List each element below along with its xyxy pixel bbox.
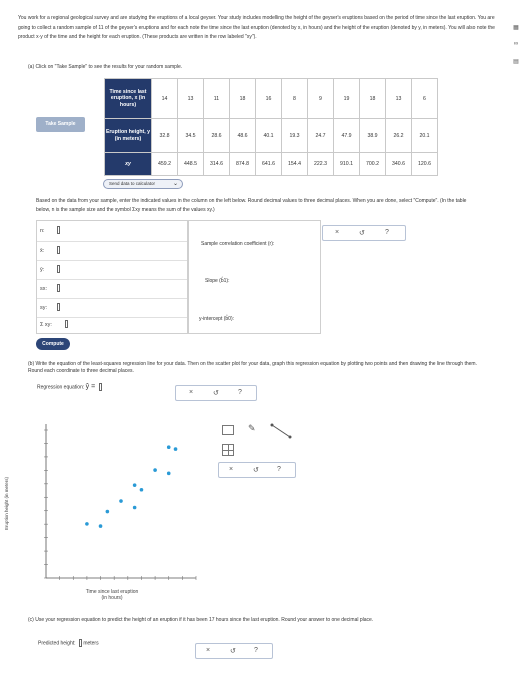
xy-cell: 874.8 <box>230 153 256 176</box>
clear-button[interactable]: × <box>206 647 211 654</box>
y-cell: 48.6 <box>230 119 256 153</box>
regression-label: Regression equation: <box>37 384 85 391</box>
data-point <box>85 522 89 526</box>
y-cell: 40.1 <box>256 119 282 153</box>
input-row-sy <box>37 298 187 318</box>
x-cell: 18 <box>230 79 256 119</box>
row-label-x-text: Time since last eruption, x (in hours) <box>109 88 147 108</box>
x-cell: 13 <box>386 79 412 119</box>
scatter-plot[interactable] <box>0 410 215 610</box>
xy-cell: 641.6 <box>256 153 282 176</box>
help-button[interactable]: ? <box>238 389 242 396</box>
input-label-sy: sy: <box>40 305 48 311</box>
undo-button[interactable]: ↺ <box>359 230 365 237</box>
y-hat-label: ŷ = <box>85 383 96 391</box>
y-cell: 19.3 <box>282 119 308 153</box>
intro-text: You work for a regional geological survey and are studying the eruptions of a local geyser. Your study includes modelling the height of the geyser's eruptions based on the period of time since the last eruption. You are going to collect a random sample of 11 of the geyser's eruptions and for each note the time since the last eruption (denoted by x, in hours) and the height of the eruption (denoted by y, in meters). You will also note the product x·y of the time and the height for each eruption. (These products are written in the row labeled "xy"). <box>18 15 495 40</box>
answer-toolbar-c <box>195 643 273 659</box>
help-button[interactable]: ? <box>277 466 281 473</box>
part-a-label: (a) Click on "Take Sample" to see the results for your random sample. <box>28 64 183 70</box>
xy-cell: 910.1 <box>334 153 360 176</box>
input-row-sumxy <box>37 317 187 334</box>
input-label-sumxy: Σ xy: <box>40 322 52 328</box>
help-button[interactable]: ? <box>385 229 389 236</box>
row-label-y <box>105 119 152 153</box>
x-cell: 9 <box>308 79 334 119</box>
data-point <box>106 510 110 514</box>
x-cell: 16 <box>256 79 282 119</box>
undo-button[interactable]: ↺ <box>213 390 219 397</box>
xy-cell: 154.4 <box>282 153 308 176</box>
predicted-label: Predicted height: <box>38 640 76 647</box>
row-label-x <box>105 79 152 119</box>
y-cell: 26.2 <box>386 119 412 153</box>
x-cell: 19 <box>334 79 360 119</box>
y-cell: 34.5 <box>178 119 204 153</box>
predicted-unit: meters <box>83 640 99 647</box>
take-sample-button[interactable]: Take Sample <box>36 117 85 132</box>
slope-label: Slope (b̂1): <box>205 278 230 284</box>
y-cell: 28.6 <box>204 119 230 153</box>
input-row-xbar <box>37 241 187 261</box>
eraser-icon[interactable] <box>222 425 234 435</box>
output-column <box>188 220 321 334</box>
y-cell: 32.8 <box>152 119 178 153</box>
xy-cell: 222.3 <box>308 153 334 176</box>
row-label-xy <box>105 153 152 176</box>
x-cell: 14 <box>152 79 178 119</box>
xy-cell: 459.2 <box>152 153 178 176</box>
part-b-text: (b) Write the equation of the least-squares regression line for your data. Then on the scatter plot for your data, graph this regression equation by plotting two points and then drawing the line through them. Round each coordinate to three decimal places. <box>28 361 477 374</box>
undo-button[interactable]: ↺ <box>253 467 259 474</box>
xy-cell: 314.6 <box>204 153 230 176</box>
x-cell: 8 <box>282 79 308 119</box>
input-field-sx[interactable] <box>55 284 60 292</box>
compute-button[interactable]: Compute <box>36 338 70 350</box>
part-c-text: (c) Use your regression equation to predict the height of an eruption if it has been 17 hours since the last eruption. Round your answer to one decimal place. <box>28 617 374 623</box>
data-point <box>140 488 144 492</box>
input-field-xbar[interactable] <box>55 246 60 254</box>
line-tool-icon[interactable] <box>270 423 292 439</box>
data-point <box>119 499 123 503</box>
data-point <box>153 468 157 472</box>
answer-toolbar-graph <box>218 462 296 478</box>
y-cell: 20.1 <box>412 119 438 153</box>
input-label-sx: sx: <box>40 286 48 292</box>
xy-cell: 700.2 <box>360 153 386 176</box>
predicted-input[interactable] <box>77 640 82 646</box>
data-point <box>133 483 137 487</box>
link-icon[interactable]: ∞ <box>513 41 519 47</box>
pencil-icon[interactable]: ✎ <box>248 423 256 433</box>
y-axis-label: Eruption height (in meters) <box>4 476 9 530</box>
side-toolbar <box>511 24 521 75</box>
grid-icon[interactable] <box>222 444 234 456</box>
input-field-ybar[interactable] <box>55 265 60 273</box>
xy-cell: 120.6 <box>412 153 438 176</box>
send-data-button[interactable] <box>103 179 183 189</box>
answer-toolbar-a <box>322 225 406 241</box>
x-cell: 13 <box>178 79 204 119</box>
row-label-y-text: Eruption height, y (in meters) <box>105 129 151 142</box>
predicted-height <box>38 639 99 647</box>
data-point <box>133 506 137 510</box>
input-row-sx <box>37 279 187 299</box>
x-axis-label: Time since last eruption (in hours) <box>85 589 139 601</box>
answer-toolbar-b <box>175 385 257 401</box>
input-row-n <box>37 221 187 242</box>
y-cell: 38.9 <box>360 119 386 153</box>
chevron-down-icon: ⌄ <box>172 181 178 187</box>
send-data-label: Send data to calculator <box>109 181 156 186</box>
intercept-label: y-intercept (b̂0): <box>199 316 235 322</box>
input-field-sumxy[interactable] <box>63 320 68 328</box>
x-cell: 11 <box>204 79 230 119</box>
clear-button[interactable]: × <box>335 229 340 236</box>
input-row-ybar <box>37 260 187 280</box>
clear-button[interactable]: × <box>189 389 194 396</box>
row-label-xy-text: xy <box>125 160 131 167</box>
input-label-n: n: <box>40 228 45 234</box>
plot-points <box>85 445 177 527</box>
y-cell: 24.7 <box>308 119 334 153</box>
notes-icon[interactable]: ▤ <box>513 59 519 65</box>
help-button[interactable]: ? <box>254 647 258 654</box>
input-column <box>36 220 188 334</box>
instruction-text: Based on the data from your sample, enter the indicated values in the column on the left below. Round decimal values to three decimal places. When you are done, select "Compute". (In the table below, n is the sample size and the symbol Σxy means the sum of the values xy.) <box>36 198 467 213</box>
data-point <box>167 472 171 476</box>
undo-button[interactable]: ↺ <box>230 648 236 655</box>
xy-cell: 340.6 <box>386 153 412 176</box>
y-cell: 47.9 <box>334 119 360 153</box>
sample-table <box>104 78 438 176</box>
calculator-icon[interactable]: ▦ <box>513 25 519 31</box>
clear-button[interactable]: × <box>229 466 234 473</box>
data-point <box>174 447 178 451</box>
input-field-n[interactable] <box>55 226 60 234</box>
correlation-label: Sample correlation coefficient (r): <box>201 241 275 247</box>
xy-cell: 448.5 <box>178 153 204 176</box>
regression-input[interactable] <box>97 384 102 390</box>
data-point <box>167 445 171 449</box>
input-label-xbar: x̄: <box>40 248 45 254</box>
regression-equation <box>37 383 102 391</box>
x-cell: 6 <box>412 79 438 119</box>
input-field-sy[interactable] <box>55 303 60 311</box>
data-point <box>99 524 103 528</box>
input-label-ybar: ȳ: <box>40 267 45 273</box>
x-cell: 18 <box>360 79 386 119</box>
